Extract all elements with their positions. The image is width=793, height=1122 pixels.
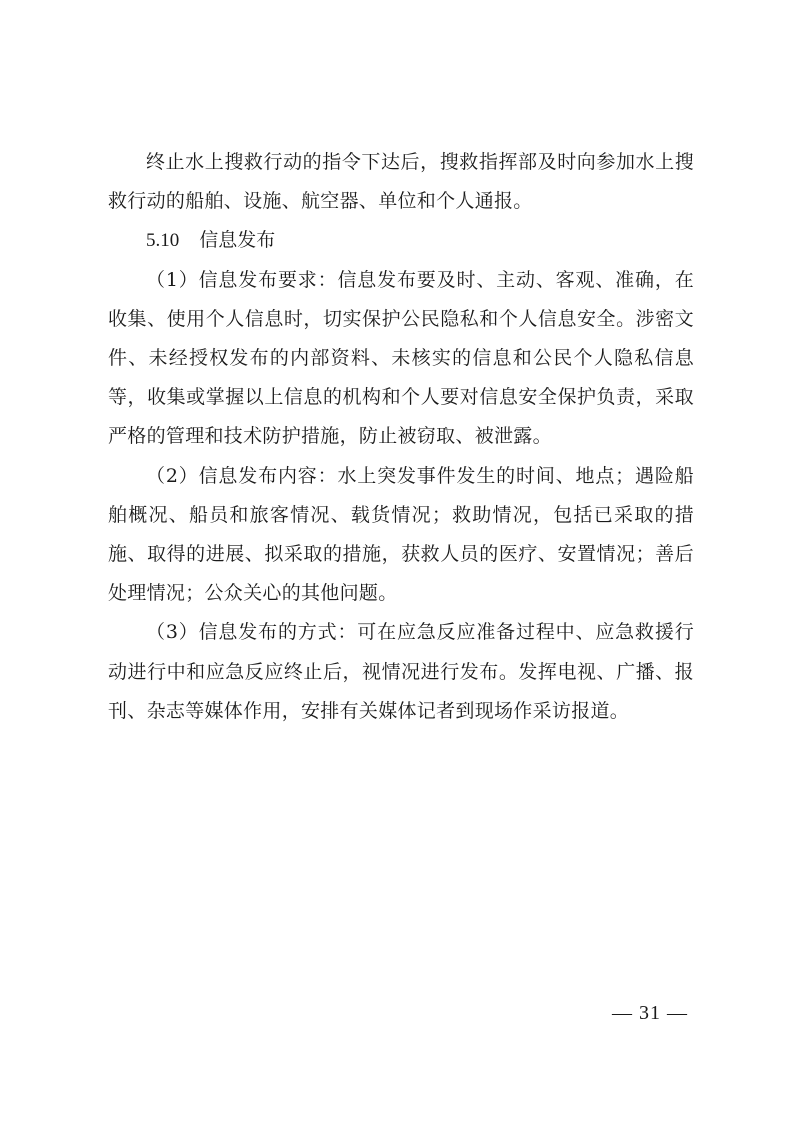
document-body xyxy=(108,143,694,731)
section-title: 信息发布 xyxy=(199,229,276,252)
section-heading xyxy=(108,221,694,260)
section-number: 5.10 xyxy=(146,230,180,252)
paragraph-search-termination: 终止水上搜救行动的指令下达后，搜救指挥部及时向参加水上搜救行动的船舶、设施、航空器、单位和个人通报。 xyxy=(108,151,694,213)
page-number: — 31 — xyxy=(612,1002,688,1024)
paragraph-release-requirements: （1）信息发布要求：信息发布要及时、主动、客观、准确，在收集、使用个人信息时，切实保护公民隐私和个人信息安全。涉密文件、未经授权发布的内部资料、未核实的信息和公民个人隐私信息等，收集或掌握以上信息的机构和个人要对信息安全保护负责，采取严格的管理和技术防护措施，防止被窃取、被泄露。 xyxy=(108,268,694,448)
paragraph-release-method: （3）信息发布的方式：可在应急反应准备过程中、应急救援行动进行中和应急反应终止后，视情况进行发布。发挥电视、广播、报刊、杂志等媒体作用，安排有关媒体记者到现场作采访报道。 xyxy=(108,621,694,722)
paragraph-release-content: （2）信息发布内容：水上突发事件发生的时间、地点；遇险船舶概况、船员和旅客情况、载货情况；救助情况，包括已采取的措施、取得的进展、拟采取的措施，获救人员的医疗、安置情况；善后处理情况；公众关心的其他问题。 xyxy=(108,464,694,605)
